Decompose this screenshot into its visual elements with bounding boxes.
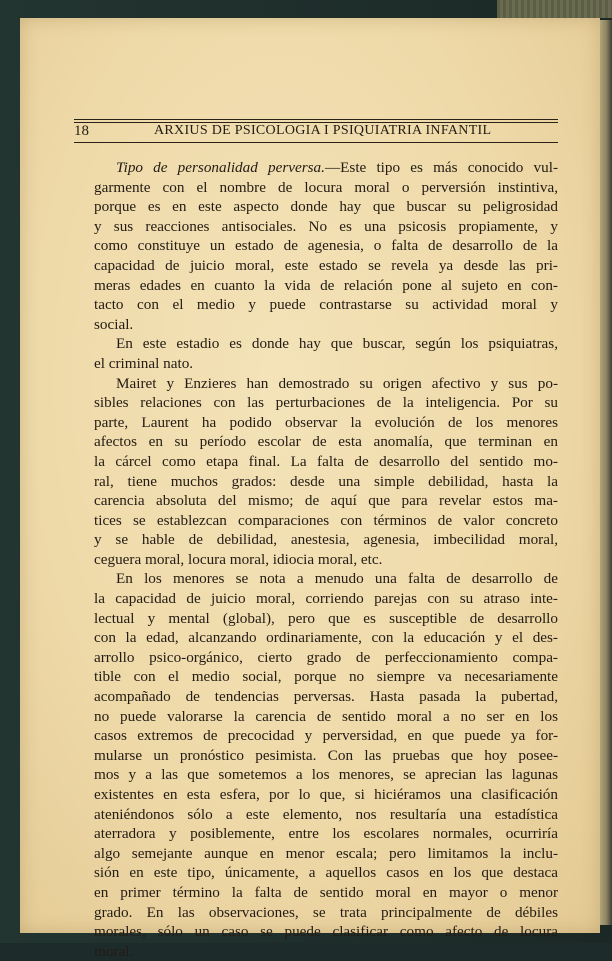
text-line: aterradora y posiblemente, entre los escolares normales, ocurriría (94, 825, 558, 843)
text-line: En este estadio es donde hay que buscar, según los psiquiatras, (116, 335, 558, 353)
page-number: 18 (74, 123, 89, 139)
text-line: morales, sólo un caso se puede clasificar como afecto de locura (94, 923, 558, 941)
text-line: casos extremos de precocidad y perversidad, en que puede ya for- (94, 727, 558, 745)
text-line: mos y a las que sometemos a los menores, se aprecian las lagunas (94, 766, 558, 784)
text-line: la cárcel como etapa final. La falta de desarrollo del sentido mo- (94, 452, 558, 470)
text-line: parte, Laurent ha podido observar la evolución de los menores (94, 413, 558, 431)
text-line: ral, tiene muchos grados: desde una simple debilidad, hasta la (94, 472, 558, 490)
text-line: moral. (94, 942, 134, 960)
text-line: Mairet y Enzieres han demostrado su origen afectivo y sus po- (116, 374, 558, 392)
text-line: porque es en este aspecto donde hay que buscar su peligrosidad (94, 198, 558, 216)
text-line: capacidad de juicio moral, este estado se revela ya desde las pri- (94, 256, 558, 274)
section-title: Tipo de personalidad perversa. (116, 159, 325, 176)
text-line: y se hable de debilidad, anestesia, agenesia, imbecilidad moral, (94, 531, 558, 549)
text-line: lectual y mental (global), pero que es susceptible de desarrollo (94, 609, 558, 627)
running-title: ARXIUS DE PSICOLOGIA I PSIQUIATRIA INFANTIL (154, 123, 492, 138)
text-line: meras edades en cuanto la vida de relación pone al sujeto en con- (94, 276, 558, 294)
text-line: sibles relaciones con las perturbaciones de la inteligencia. Por su (94, 394, 558, 412)
text-line: grado. En las observaciones, se trata principalmente de débiles (94, 903, 558, 921)
text-line: En los menores se nota a menudo una falta de desarrollo de (116, 570, 558, 588)
text-line: tible con el medio social, porque no siempre va necesariamente (94, 668, 558, 686)
text-line: garmente con el nombre de locura moral o perversión instintiva, (94, 178, 558, 196)
body-text (94, 158, 558, 961)
text-line: ceguera moral, locura moral, idiocia moral, etc. (94, 550, 383, 568)
header-rule-top (74, 119, 558, 120)
page-edge (598, 20, 612, 925)
text-line: acompañado de tendencias perversas. Hasta pasada la pubertad, (94, 688, 558, 706)
text-line: la capacidad de juicio moral, corriendo parejas con su atraso inte- (94, 590, 558, 608)
text-line: social. (94, 315, 134, 333)
text-line: carencia absoluta del mismo; de aquí que para revelar estos ma- (94, 492, 558, 510)
running-header (74, 112, 558, 148)
text-line: y sus reacciones antisociales. No es una psicosis propiamente, y (94, 217, 558, 235)
header-rule-bottom (74, 142, 558, 143)
text-line: Tipo de personalidad perversa.—Este tipo es más conocido vul- (116, 159, 558, 176)
text-line: tices se establezcan comparaciones con términos de valor concreto (94, 511, 558, 529)
text-line: algo semejante aunque en menor escala; pero limitamos la inclu- (94, 844, 558, 862)
text-line: con la edad, alcanzando ordinariamente, con la educación y el des- (94, 629, 558, 647)
text-line: no puede valorarse la carencia de sentido moral a no ser en los (94, 707, 558, 725)
text-line: arrollo psico-orgánico, cierto grado de perfeccionamiento compa- (94, 648, 558, 666)
text-line: sión en este tipo, únicamente, a aquellos casos en los que destaca (94, 864, 558, 882)
text-line: mularse un pronóstico pesimista. Con las pruebas que hoy posee- (94, 746, 558, 764)
text-line: tacto con el medio y puede contrastarse su actividad moral y (94, 296, 558, 314)
text-line: ateniéndonos sólo a este elemento, nos resultaría una estadística (94, 805, 558, 823)
text-line: existentes en esta esfera, por lo que, si hiciéramos una clasificación (94, 786, 558, 803)
text-line: afectos en su período escolar de esta anomalía, que terminan en (94, 433, 558, 451)
scan-binding-strip (497, 0, 612, 18)
text-line: el criminal nato. (94, 354, 194, 372)
text-line: como constituye un estado de agenesia, o falta de desarrollo de la (94, 237, 558, 255)
text-line: en primer término la falta de sentido moral en mayor o menor (94, 883, 558, 901)
